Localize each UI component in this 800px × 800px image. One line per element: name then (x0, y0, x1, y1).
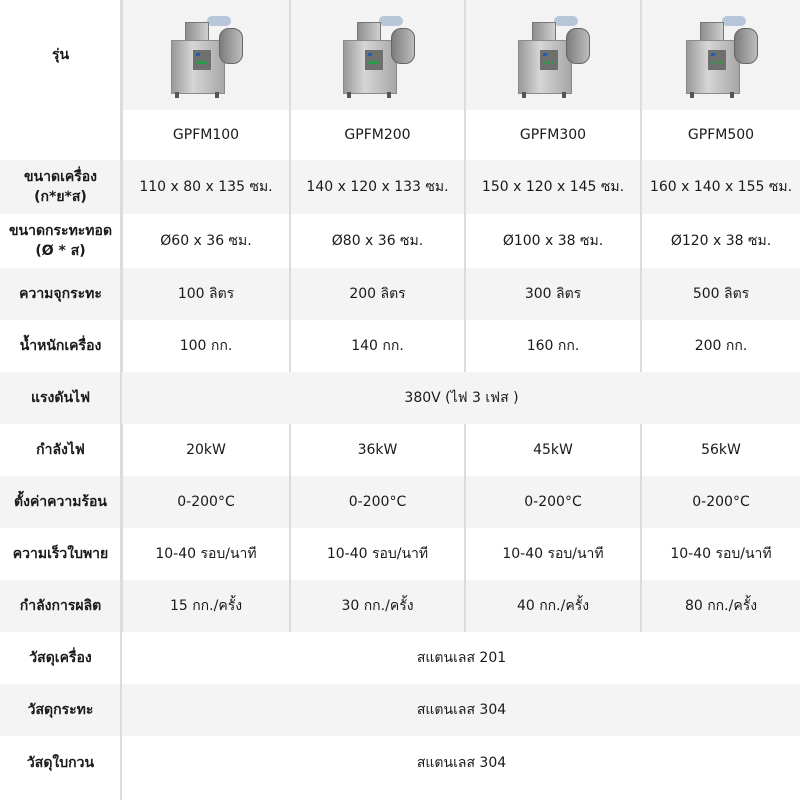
value-cell: 40 กก./ครั้ง (464, 580, 640, 632)
value-cell: 100 ลิตร (121, 268, 289, 320)
model-image-gpfm100 (121, 0, 289, 110)
column-divider (120, 0, 122, 800)
value-cell: Ø100 x 38 ซม. (464, 214, 640, 268)
model-name: GPFM500 (640, 110, 800, 160)
row-label: กำลังการผลิต (19, 598, 102, 614)
value-cell: 0-200°C (121, 476, 289, 528)
fryer-machine-icon (510, 10, 596, 100)
value-cell: 80 กก./ครั้ง (640, 580, 800, 632)
value-cell: 10-40 รอบ/นาที (121, 528, 289, 580)
value-cell: 20kW (121, 424, 289, 476)
row-label: ตั้งค่าความร้อน (14, 494, 107, 510)
value-cell: Ø120 x 38 ซม. (640, 214, 800, 268)
row-label: ขนาดเครื่อง (ก*ย*ส) (23, 169, 97, 205)
value-cell: 110 x 80 x 135 ซม. (121, 160, 289, 214)
value-cell: 10-40 รอบ/นาที (289, 528, 464, 580)
row-label: ความจุกระทะ (19, 286, 102, 302)
value-cell: 140 x 120 x 133 ซม. (289, 160, 464, 214)
value-cell-span: สแตนเลส 304 (416, 702, 507, 718)
value-cell: 100 กก. (121, 320, 289, 372)
row-label: วัสดุเครื่อง (29, 650, 92, 666)
row-label: วัสดุกระทะ (27, 702, 94, 718)
fryer-machine-icon (678, 10, 764, 100)
value-cell-span: 380V (ไฟ 3 เฟส ) (404, 390, 519, 406)
value-cell: 0-200°C (464, 476, 640, 528)
value-cell: 15 กก./ครั้ง (121, 580, 289, 632)
value-cell: 200 ลิตร (289, 268, 464, 320)
model-header-label: รุ่น (0, 0, 121, 110)
value-cell: Ø60 x 36 ซม. (121, 214, 289, 268)
value-cell: 36kW (289, 424, 464, 476)
value-cell: 300 ลิตร (464, 268, 640, 320)
empty-cell (0, 110, 121, 160)
value-cell: 0-200°C (289, 476, 464, 528)
value-cell-span: สแตนเลส 304 (416, 755, 507, 771)
row-label: กำลังไฟ (36, 442, 85, 458)
row-label: ความเร็วใบพาย (12, 546, 109, 562)
fryer-machine-icon (163, 10, 249, 100)
value-cell: 30 กก./ครั้ง (289, 580, 464, 632)
value-cell: 160 กก. (464, 320, 640, 372)
value-cell: 0-200°C (640, 476, 800, 528)
row-label: น้ำหนักเครื่อง (19, 338, 102, 354)
value-cell: 10-40 รอบ/นาที (640, 528, 800, 580)
value-cell-span: สแตนเลส 201 (416, 650, 507, 666)
value-cell: 500 ลิตร (640, 268, 800, 320)
value-cell: 160 x 140 x 155 ซม. (640, 160, 800, 214)
value-cell: 150 x 120 x 145 ซม. (464, 160, 640, 214)
model-image-gpfm200 (289, 0, 464, 110)
row-label: ขนาดกระทะทอด (Ø * ส) (8, 223, 113, 259)
model-name: GPFM100 (121, 110, 289, 160)
value-cell: 45kW (464, 424, 640, 476)
value-cell: 10-40 รอบ/นาที (464, 528, 640, 580)
model-image-gpfm500 (640, 0, 800, 110)
row-label: วัสดุใบกวน (26, 755, 95, 771)
value-cell: 56kW (640, 424, 800, 476)
model-name: GPFM200 (289, 110, 464, 160)
fryer-machine-icon (335, 10, 421, 100)
model-image-gpfm300 (464, 0, 640, 110)
model-name: GPFM300 (464, 110, 640, 160)
value-cell: 140 กก. (289, 320, 464, 372)
value-cell: 200 กก. (640, 320, 800, 372)
value-cell: Ø80 x 36 ซม. (289, 214, 464, 268)
row-label: แรงดันไฟ (31, 390, 90, 406)
